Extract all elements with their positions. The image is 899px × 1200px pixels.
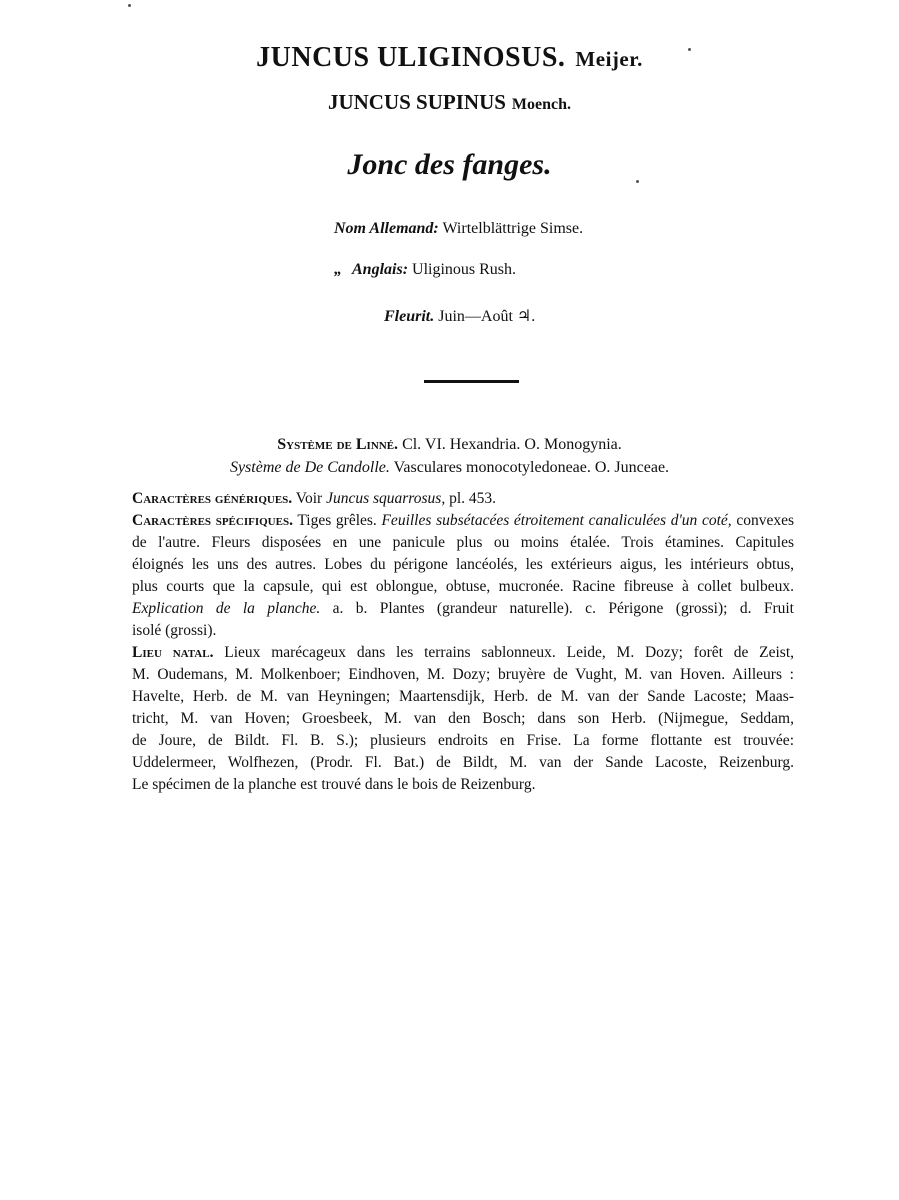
generic-characters-line bbox=[132, 488, 496, 510]
english-name-value: Uliginous Rush. bbox=[412, 261, 517, 278]
habitat-line-4: tricht, M. van Hoven; Groesbeek, M. van den Bosch; dans son Herb. (Nijmegue, Seddam, bbox=[132, 710, 794, 727]
linne-value: Cl. VI. Hexandria. O. Monogynia. bbox=[402, 436, 622, 453]
specimen-note: Le spécimen de la planche est trouvé dans le bois de Reizenburg. bbox=[132, 776, 536, 793]
specific-label: Caractères spécifiques. bbox=[132, 512, 293, 529]
flowering-line bbox=[384, 306, 535, 326]
explanation-label: Explication de la planche. bbox=[132, 600, 321, 617]
candolle-value: Vasculares monocotyledoneae. O. Junceae. bbox=[393, 459, 670, 476]
habitat-line-3: Havelte, Herb. de M. van Heyningen; Maartensdijk, Herb. de M. van der Sande Lacoste; Maas- bbox=[132, 688, 794, 705]
candolle-label: Système de De Candolle. bbox=[229, 459, 390, 476]
flowering-label: Fleurit. bbox=[384, 308, 435, 325]
habitat-line-2: M. Oudemans, M. Molkenboer; Eindhoven, M. Dozy; bruyère de Vught, M. van Hoven. Ailleurs : bbox=[132, 666, 794, 683]
explanation-line-1 bbox=[132, 598, 794, 620]
specific-characters-line-1 bbox=[132, 510, 794, 532]
specific-text-1b: Feuilles subsétacées étroitement canaliculées d'un coté, bbox=[381, 512, 732, 529]
habitat-line-1 bbox=[132, 642, 794, 664]
french-name: Jonc des fanges. bbox=[347, 148, 552, 181]
explanation-line-2: isolé (grossi). bbox=[132, 622, 217, 639]
specific-text-1c: convexes bbox=[736, 512, 794, 529]
habitat-line-6: Uddelermeer, Wolfhezen, (Prodr. Fl. Bat.) de Bildt, M. van der Sande Lacoste, Reizenburg. bbox=[132, 754, 794, 771]
specific-text-1a: Tiges grêles. bbox=[297, 512, 377, 529]
species-name: JUNCUS ULIGINOSUS. bbox=[256, 42, 566, 73]
generic-label: Caractères génériques. bbox=[132, 490, 293, 507]
page-title bbox=[0, 42, 899, 74]
species-author: Meijer. bbox=[575, 47, 643, 71]
synonym-line bbox=[0, 90, 899, 115]
german-name-value: Wirtelblättrige Simse. bbox=[442, 220, 584, 237]
divider-rule bbox=[424, 380, 519, 383]
habitat-label: Lieu natal. bbox=[132, 644, 214, 661]
flowering-value: Juin—Août ♃. bbox=[438, 308, 536, 325]
candolle-system-line bbox=[0, 459, 899, 477]
specific-characters-line-3: éloignés les uns des autres. Lobes du périgone lancéolés, les extérieurs aigus, les intérieurs obtus, bbox=[132, 556, 794, 573]
german-name-line bbox=[334, 220, 583, 238]
english-name-label: Anglais: bbox=[352, 261, 409, 278]
english-name-line bbox=[334, 261, 516, 279]
specific-characters-line-4: plus courts que la capsule, qui est oblongue, obtuse, mucronée. Racine fibreuse à collet bulbeux. bbox=[132, 578, 794, 595]
explanation-text-1: a. b. Plantes (grandeur naturelle). c. Périgone (grossi); d. Fruit bbox=[332, 600, 794, 617]
linne-system-line bbox=[0, 436, 899, 454]
generic-text: Voir bbox=[295, 490, 323, 507]
print-speck bbox=[128, 4, 131, 7]
specific-characters-line-2: de l'autre. Fleurs disposées en une panicule plus ou moins étalée. Trois étamines. Capitules bbox=[132, 534, 794, 551]
generic-reference: Juncus squarrosus, bbox=[326, 490, 446, 507]
german-name-label: Nom Allemand: bbox=[334, 220, 439, 237]
habitat-text-1: Lieux marécageux dans les terrains sablonneux. Leide, M. Dozy; forêt de Zeist, bbox=[224, 644, 795, 661]
habitat-line-5: de Joure, de Bildt. Fl. B. S.); plusieurs endroits en Frise. La forme flottante est trouvée: bbox=[132, 732, 794, 749]
ditto-mark: „ bbox=[334, 261, 342, 278]
generic-plate: pl. 453. bbox=[449, 490, 497, 507]
synonym-author: Moench. bbox=[511, 96, 572, 113]
linne-label: Système de Linné. bbox=[277, 436, 399, 453]
synonym-name: JUNCUS SUPINUS bbox=[327, 90, 506, 114]
